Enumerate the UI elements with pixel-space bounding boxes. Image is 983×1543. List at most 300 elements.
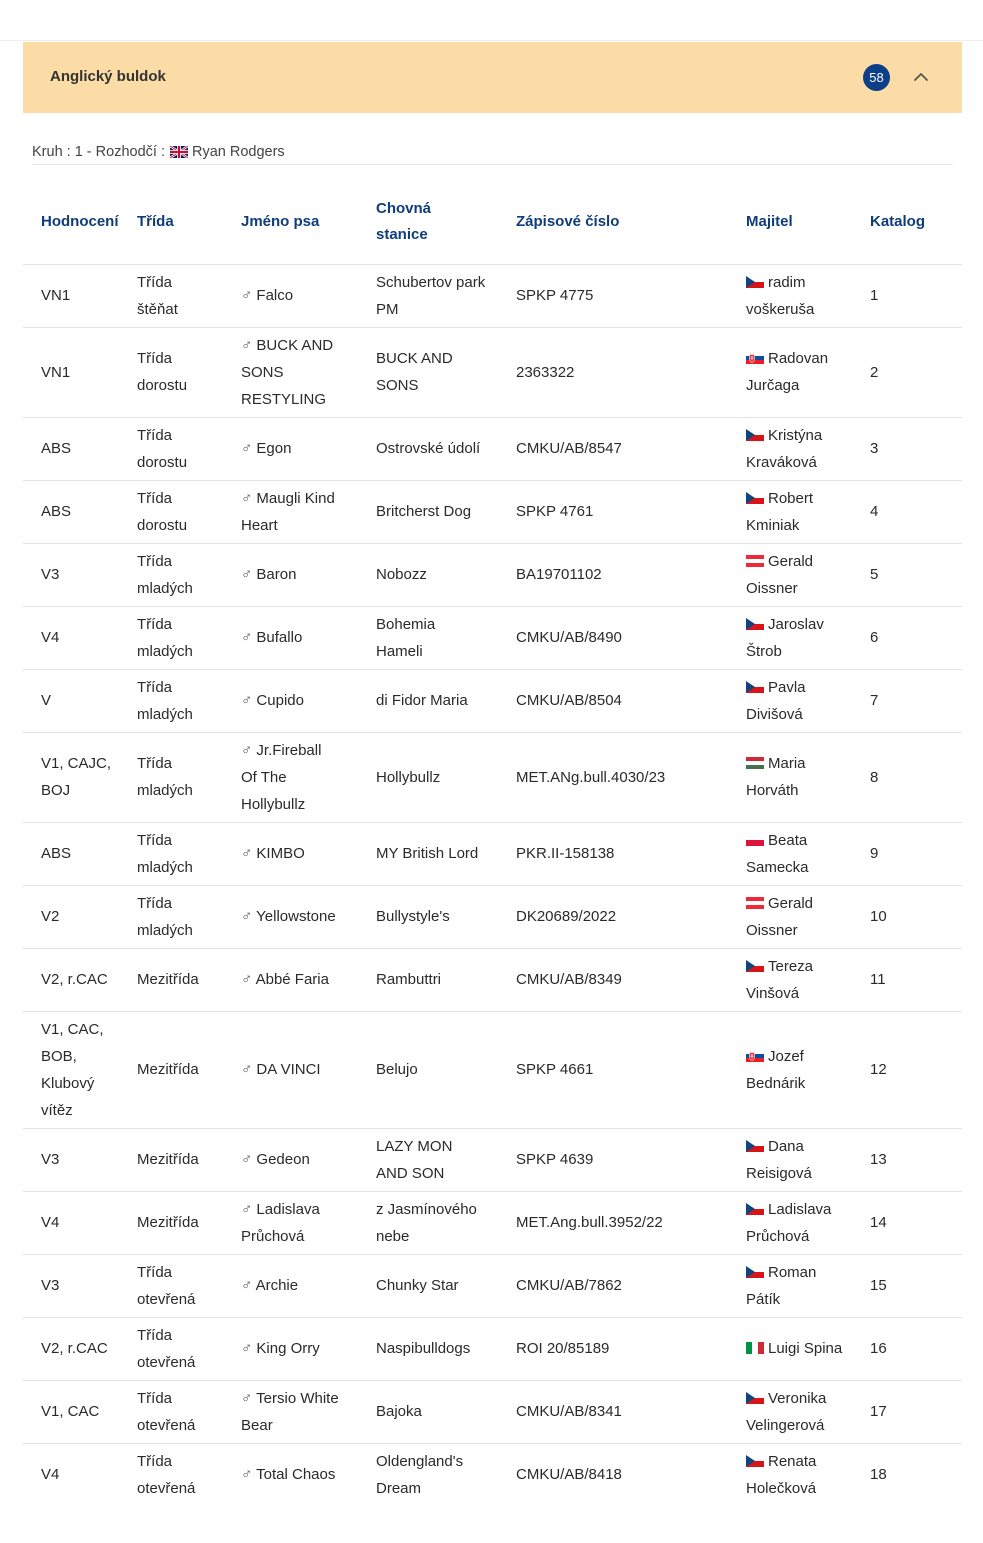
registration-cell <box>516 327 746 417</box>
class-cell <box>137 669 241 732</box>
kennel-value: Naspibulldogs <box>376 1340 471 1357</box>
dog-name-cell <box>241 543 376 606</box>
catalog-number: 4 <box>870 503 879 520</box>
judge-prefix: Kruh : 1 - Rozhodčí : <box>32 144 165 160</box>
owner-cell <box>746 1128 870 1191</box>
catalog-cell <box>870 543 962 606</box>
registration-value: BA19701102 <box>516 566 602 583</box>
table-row <box>23 1011 962 1128</box>
cz-flag-icon <box>746 1455 764 1467</box>
dog-name: KIMBO <box>256 845 305 862</box>
cz-flag-icon <box>746 681 764 693</box>
class-cell <box>137 264 241 327</box>
dog-name: Gedeon <box>256 1151 310 1168</box>
dog-name-cell <box>241 480 376 543</box>
owner-cell <box>746 480 870 543</box>
owner-name: Beata Samecka <box>746 831 809 876</box>
class-cell <box>137 1011 241 1128</box>
kennel-cell <box>376 543 516 606</box>
dog-name-cell <box>241 1128 376 1191</box>
catalog-cell <box>870 1128 962 1191</box>
table-row <box>23 417 962 480</box>
class-cell <box>137 417 241 480</box>
kennel-cell <box>376 264 516 327</box>
gb-flag-icon <box>170 146 188 158</box>
kennel-value: MY British Lord <box>376 845 479 862</box>
catalog-cell <box>870 480 962 543</box>
dog-name: Yellowstone <box>256 908 336 925</box>
owner-name: Gerald Oissner <box>746 894 814 939</box>
rating-value: V4 <box>41 1214 60 1231</box>
registration-cell <box>516 732 746 822</box>
male-icon: ♂ <box>241 566 253 583</box>
class-cell <box>137 1191 241 1254</box>
catalog-number: 18 <box>870 1466 887 1483</box>
dog-name: Tersio White Bear <box>241 1389 339 1434</box>
catalog-cell <box>870 606 962 669</box>
table-row <box>23 606 962 669</box>
rating-value: V2, r.CAC <box>41 1340 108 1357</box>
table-row <box>23 1254 962 1317</box>
kennel-cell <box>376 327 516 417</box>
catalog-number: 16 <box>870 1340 887 1357</box>
top-divider <box>0 40 983 41</box>
dog-name-cell <box>241 1011 376 1128</box>
rating-cell <box>23 1317 137 1380</box>
class-cell <box>137 1128 241 1191</box>
dog-name-cell <box>241 948 376 1011</box>
rating-value: V3 <box>41 1277 60 1294</box>
owner-name: radim voškeruša <box>746 273 815 318</box>
kennel-value: Ostrovské údolí <box>376 440 481 457</box>
catalog-number: 11 <box>870 971 886 988</box>
header-owner: Majitel <box>746 213 793 231</box>
table-row <box>23 885 962 948</box>
registration-cell <box>516 543 746 606</box>
male-icon: ♂ <box>241 489 253 507</box>
owner-name: Ladislava Průchová <box>746 1200 832 1245</box>
male-icon: ♂ <box>241 1061 253 1078</box>
class-cell <box>137 1254 241 1317</box>
class-value: Mezitřída <box>137 1214 199 1231</box>
male-icon: ♂ <box>241 908 253 925</box>
kennel-value: BUCK AND SONS <box>376 350 453 394</box>
male-icon: ♂ <box>241 1151 253 1168</box>
kennel-cell <box>376 669 516 732</box>
catalog-number: 1 <box>870 287 879 304</box>
entry-count-badge: 58 <box>863 64 890 91</box>
kennel-value: z Jasmínového nebe <box>376 1200 477 1245</box>
cz-flag-icon <box>746 276 764 288</box>
rating-cell <box>23 1128 137 1191</box>
kennel-value: di Fidor Maria <box>376 692 468 709</box>
catalog-number: 3 <box>870 440 879 457</box>
registration-value: MET.Ang.bull.3952/22 <box>516 1214 663 1231</box>
kennel-value: Hollybullz <box>376 768 441 786</box>
table-row <box>23 543 962 606</box>
kennel-value: Britcherst Dog <box>376 503 472 520</box>
class-cell <box>137 885 241 948</box>
owner-name: Maria Horváth <box>746 755 806 799</box>
dog-name: Bufallo <box>256 629 303 646</box>
rating-value: ABS <box>41 845 72 862</box>
registration-cell <box>516 264 746 327</box>
dog-name: Maugli Kind Heart <box>241 489 335 534</box>
registration-value: CMKU/AB/8418 <box>516 1466 622 1483</box>
rating-cell <box>23 1191 137 1254</box>
dog-name: Ladislava Průchová <box>241 1200 320 1245</box>
owner-cell <box>746 1191 870 1254</box>
owner-name: Pavla Divišová <box>746 678 806 723</box>
kennel-cell <box>376 1443 516 1506</box>
owner-name: Renata Holečková <box>746 1452 817 1497</box>
owner-name: Roman Pátík <box>746 1263 817 1308</box>
class-cell <box>137 948 241 1011</box>
header-catalog: Katalog <box>870 213 926 231</box>
owner-cell <box>746 264 870 327</box>
dog-name-cell <box>241 417 376 480</box>
registration-cell <box>516 1254 746 1317</box>
rating-value: V1, CAJC, BOJ <box>41 755 112 799</box>
class-value: Třída otevřená <box>137 1326 196 1371</box>
registration-cell <box>516 606 746 669</box>
registration-cell <box>516 417 746 480</box>
rating-value: V3 <box>41 566 60 583</box>
it-flag-icon <box>746 1342 764 1354</box>
rating-cell <box>23 264 137 327</box>
male-icon: ♂ <box>241 1389 253 1407</box>
rating-value: ABS <box>41 440 72 457</box>
catalog-cell <box>870 264 962 327</box>
rating-value: V <box>41 692 52 709</box>
kennel-cell <box>376 822 516 885</box>
class-value: Třída mladých <box>137 678 193 723</box>
cz-flag-icon <box>746 429 764 441</box>
cz-flag-icon <box>746 1140 764 1152</box>
cz-flag-icon <box>746 1392 764 1404</box>
header-registration: Zápisové číslo <box>516 213 620 231</box>
catalog-cell <box>870 1254 962 1317</box>
male-icon: ♂ <box>241 629 253 646</box>
owner-cell <box>746 1254 870 1317</box>
table-row <box>23 1317 962 1380</box>
dog-name-cell <box>241 1317 376 1380</box>
owner-name: Gerald Oissner <box>746 552 814 597</box>
at-flag-icon <box>746 555 764 567</box>
catalog-number: 12 <box>870 1061 887 1078</box>
registration-cell <box>516 948 746 1011</box>
male-icon: ♂ <box>241 1200 253 1218</box>
ring-judge-info <box>32 144 285 160</box>
class-value: Třída mladých <box>137 552 193 597</box>
registration-cell <box>516 885 746 948</box>
owner-cell <box>746 1011 870 1128</box>
kennel-cell <box>376 1317 516 1380</box>
male-icon: ♂ <box>241 692 253 709</box>
rating-cell <box>23 822 137 885</box>
header-class: Třída <box>137 213 174 231</box>
male-icon: ♂ <box>241 845 253 862</box>
table-row <box>23 732 962 822</box>
cz-flag-icon <box>746 960 764 972</box>
registration-value: CMKU/AB/8341 <box>516 1403 622 1420</box>
catalog-number: 5 <box>870 566 879 583</box>
rating-value: ABS <box>41 503 72 520</box>
registration-value: 2363322 <box>516 363 575 381</box>
owner-name: Jaroslav Štrob <box>746 615 824 660</box>
kennel-value: Oldengland's Dream <box>376 1452 464 1497</box>
table-row <box>23 948 962 1011</box>
rating-cell <box>23 1443 137 1506</box>
owner-name: Veronika Velingerová <box>746 1389 827 1434</box>
owner-cell <box>746 327 870 417</box>
sk-flag-icon <box>746 1050 764 1062</box>
owner-cell <box>746 948 870 1011</box>
dog-name-cell <box>241 1254 376 1317</box>
table-row <box>23 822 962 885</box>
catalog-cell <box>870 1191 962 1254</box>
dog-name: BUCK AND SONS RESTYLING <box>241 336 334 408</box>
dog-name-cell <box>241 264 376 327</box>
rating-cell <box>23 417 137 480</box>
registration-value: SPKP 4775 <box>516 287 594 304</box>
registration-value: SPKP 4661 <box>516 1061 594 1078</box>
dog-name: DA VINCI <box>256 1061 321 1078</box>
header-dog-name: Jméno psa <box>241 213 320 231</box>
owner-cell <box>746 669 870 732</box>
kennel-cell <box>376 606 516 669</box>
kennel-cell <box>376 1191 516 1254</box>
registration-value: CMKU/AB/8490 <box>516 629 622 646</box>
registration-cell <box>516 1011 746 1128</box>
owner-cell <box>746 1443 870 1506</box>
registration-cell <box>516 669 746 732</box>
catalog-number: 6 <box>870 629 879 646</box>
rating-cell <box>23 480 137 543</box>
class-cell <box>137 480 241 543</box>
rating-cell <box>23 669 137 732</box>
kennel-value: Bohemia Hameli <box>376 615 436 660</box>
class-value: Třída otevřená <box>137 1389 196 1434</box>
kennel-cell <box>376 885 516 948</box>
rating-cell <box>23 948 137 1011</box>
registration-value: CMKU/AB/8504 <box>516 692 622 709</box>
dog-name-cell <box>241 732 376 822</box>
registration-cell <box>516 1191 746 1254</box>
kennel-cell <box>376 480 516 543</box>
catalog-cell <box>870 1380 962 1443</box>
male-icon: ♂ <box>241 1277 253 1294</box>
rating-cell <box>23 732 137 822</box>
dog-name: Total Chaos <box>256 1466 336 1483</box>
dog-name-cell <box>241 606 376 669</box>
dog-name: Archie <box>255 1277 299 1294</box>
registration-cell <box>516 1317 746 1380</box>
registration-value: PKR.II-158138 <box>516 845 615 862</box>
class-value: Třída mladých <box>137 831 193 876</box>
header-kennel <box>376 176 516 264</box>
registration-value: ROI 20/85189 <box>516 1340 610 1357</box>
rating-cell <box>23 1254 137 1317</box>
registration-cell <box>516 1128 746 1191</box>
class-value: Třída otevřená <box>137 1452 196 1497</box>
breed-accordion-header[interactable] <box>23 42 962 113</box>
owner-name: Tereza Vinšová <box>746 957 814 1002</box>
registration-cell <box>516 1443 746 1506</box>
class-cell <box>137 1317 241 1380</box>
kennel-value: Chunky Star <box>376 1277 459 1294</box>
owner-name: Luigi Spina <box>768 1340 843 1357</box>
class-value: Třída mladých <box>137 615 193 660</box>
dog-name: Falco <box>256 287 294 304</box>
class-cell <box>137 732 241 822</box>
owner-cell <box>746 1317 870 1380</box>
owner-name: Dana Reisigová <box>746 1137 812 1182</box>
male-icon: ♂ <box>241 971 253 988</box>
class-value: Třída štěňat <box>137 273 178 318</box>
kennel-value: Nobozz <box>376 566 427 583</box>
class-value: Třída mladých <box>137 894 193 939</box>
kennel-value: Schubertov park PM <box>376 273 486 318</box>
male-icon: ♂ <box>241 287 253 304</box>
cz-flag-icon <box>746 1266 764 1278</box>
dog-name-cell <box>241 1191 376 1254</box>
kennel-cell <box>376 1128 516 1191</box>
class-cell <box>137 1380 241 1443</box>
catalog-cell <box>870 948 962 1011</box>
table-row <box>23 1443 962 1506</box>
registration-cell <box>516 1380 746 1443</box>
catalog-number: 9 <box>870 845 879 862</box>
table-header-row <box>23 176 962 264</box>
catalog-cell <box>870 669 962 732</box>
kennel-cell <box>376 417 516 480</box>
rating-cell <box>23 1380 137 1443</box>
rating-cell <box>23 1011 137 1128</box>
class-cell <box>137 327 241 417</box>
catalog-cell <box>870 732 962 822</box>
kennel-cell <box>376 948 516 1011</box>
chevron-up-icon[interactable] <box>912 68 930 86</box>
kennel-cell <box>376 1011 516 1128</box>
kennel-value: Rambuttri <box>376 971 442 988</box>
owner-cell <box>746 822 870 885</box>
dog-name: Jr.Fireball Of The Hollybullz <box>241 741 322 813</box>
class-value: Mezitřída <box>137 971 199 988</box>
registration-cell <box>516 822 746 885</box>
header-rating: Hodnocení <box>41 213 119 231</box>
catalog-cell <box>870 1443 962 1506</box>
catalog-number: 8 <box>870 768 879 786</box>
male-icon: ♂ <box>241 741 253 759</box>
owner-cell <box>746 732 870 822</box>
catalog-cell <box>870 327 962 417</box>
registration-value: CMKU/AB/8547 <box>516 440 622 457</box>
kennel-cell <box>376 1380 516 1443</box>
registration-value: CMKU/AB/7862 <box>516 1277 622 1294</box>
pl-flag-icon <box>746 834 764 846</box>
class-value: Třída dorostu <box>137 426 188 471</box>
rating-cell <box>23 327 137 417</box>
owner-cell <box>746 417 870 480</box>
owner-name: Jozef Bednárik <box>746 1047 806 1092</box>
table-row <box>23 669 962 732</box>
kennel-cell <box>376 1254 516 1317</box>
owner-name: Kristýna Kraváková <box>746 426 823 471</box>
hu-flag-icon <box>746 757 764 769</box>
class-value: Třída dorostu <box>137 489 188 534</box>
class-value: Třída mladých <box>137 755 193 799</box>
cz-flag-icon <box>746 618 764 630</box>
registration-value: SPKP 4761 <box>516 503 594 520</box>
kennel-value: Bullystyle's <box>376 908 450 925</box>
class-cell <box>137 1443 241 1506</box>
cz-flag-icon <box>746 1203 764 1215</box>
catalog-cell <box>870 1011 962 1128</box>
catalog-number: 2 <box>870 363 879 381</box>
judge-name: Ryan Rodgers <box>191 144 285 160</box>
rating-value: V1, CAC, BOB, Klubový vítěz <box>41 1020 104 1119</box>
catalog-number: 7 <box>870 692 879 709</box>
male-icon: ♂ <box>241 440 253 457</box>
registration-value: SPKP 4639 <box>516 1151 594 1168</box>
table-row <box>23 327 962 417</box>
owner-cell <box>746 606 870 669</box>
kennel-value: Belujo <box>376 1061 418 1078</box>
catalog-number: 14 <box>870 1214 887 1231</box>
header-kennel-label: Chovná stanice <box>376 200 432 244</box>
dog-name: Egon <box>256 440 292 457</box>
catalog-number: 10 <box>870 908 887 925</box>
catalog-cell <box>870 417 962 480</box>
dog-name-cell <box>241 669 376 732</box>
class-cell <box>137 822 241 885</box>
table-row <box>23 480 962 543</box>
rating-cell <box>23 885 137 948</box>
catalog-cell <box>870 1317 962 1380</box>
owner-name: Robert Kminiak <box>746 489 814 534</box>
catalog-cell <box>870 885 962 948</box>
results-table <box>23 176 962 1506</box>
dog-name-cell <box>241 327 376 417</box>
rating-value: V3 <box>41 1151 60 1168</box>
rating-value: VN1 <box>41 363 71 381</box>
male-icon: ♂ <box>241 1340 253 1357</box>
rating-value: V2 <box>41 908 60 925</box>
owner-cell <box>746 543 870 606</box>
catalog-cell <box>870 822 962 885</box>
registration-cell <box>516 480 746 543</box>
class-value: Třída otevřená <box>137 1263 196 1308</box>
rating-value: V2, r.CAC <box>41 971 108 988</box>
registration-value: MET.ANg.bull.4030/23 <box>516 768 666 786</box>
dog-name: Cupido <box>256 692 304 709</box>
catalog-number: 13 <box>870 1151 887 1168</box>
class-value: Mezitřída <box>137 1061 199 1078</box>
sk-flag-icon <box>746 352 764 364</box>
class-value: Mezitřída <box>137 1151 199 1168</box>
male-icon: ♂ <box>241 336 253 354</box>
registration-value: CMKU/AB/8349 <box>516 971 622 988</box>
dog-name: Baron <box>256 566 297 583</box>
dog-name-cell <box>241 1443 376 1506</box>
owner-cell <box>746 1380 870 1443</box>
class-cell <box>137 606 241 669</box>
table-row <box>23 1128 962 1191</box>
kennel-value: LAZY MON AND SON <box>376 1137 453 1182</box>
owner-name: Radovan Jurčaga <box>746 350 829 394</box>
male-icon: ♂ <box>241 1466 253 1483</box>
